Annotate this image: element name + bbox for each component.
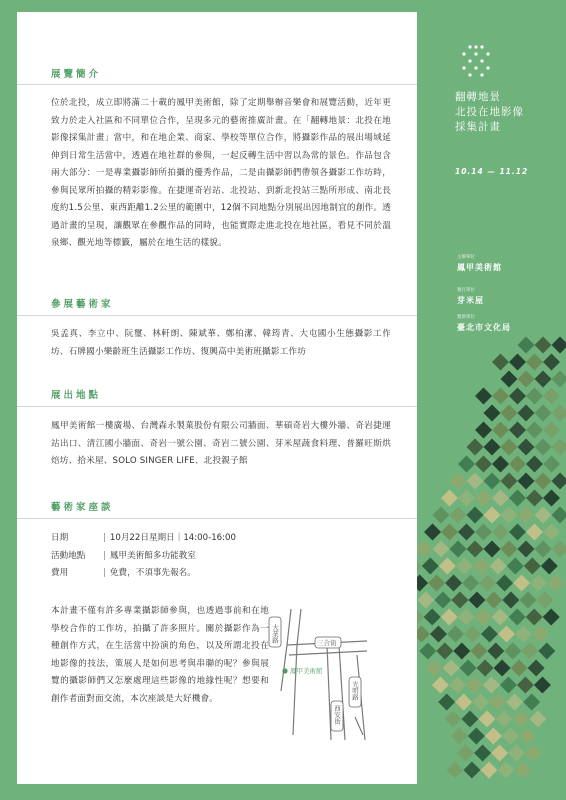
mosaic-tile [543, 354, 560, 371]
venues-title: 展出地點 [51, 390, 102, 401]
event-logo-icon [456, 43, 496, 83]
mosaic-tile [500, 677, 517, 694]
mosaic-tile [513, 711, 530, 728]
title-line: 採集計畫 [455, 121, 501, 133]
mosaic-tile [552, 371, 566, 388]
mosaic-tile [446, 762, 463, 779]
mosaic-tile [451, 728, 468, 745]
mosaic-tile [450, 473, 467, 490]
artists-title: 參展藝術家 [51, 299, 114, 310]
mosaic-tile [518, 371, 535, 388]
mosaic-tile [416, 541, 433, 558]
mosaic-tile [518, 337, 535, 354]
mosaic-tile [428, 575, 445, 592]
mosaic-tile [509, 354, 526, 371]
mosaic-tile [445, 575, 462, 592]
content-paper [17, 12, 417, 784]
organizer-label: 主辦單位 [457, 255, 475, 260]
mosaic-tile [467, 507, 484, 524]
map-street-label: 光明路 [351, 681, 359, 701]
mosaic-tile [467, 439, 484, 456]
mosaic-tile [441, 490, 458, 507]
mosaic-tile [497, 762, 514, 779]
mosaic-tile [458, 490, 475, 507]
mosaic-tile [501, 473, 518, 490]
mosaic-tile [433, 541, 450, 558]
mosaic-tile [535, 473, 552, 490]
mosaic-tile [518, 405, 535, 422]
divider [17, 518, 417, 519]
mosaic-tile [543, 388, 560, 405]
title-line: 北投在地影像 [455, 106, 524, 118]
mosaic-tile [475, 388, 492, 405]
mosaic-tile [535, 439, 552, 456]
mosaic-tile [475, 456, 492, 473]
mosaic-tile [466, 677, 483, 694]
mosaic-tile [518, 507, 535, 524]
mosaic-tile [484, 507, 501, 524]
mosaic-tile [496, 575, 513, 592]
mosaic-tile [477, 660, 494, 677]
mosaic-tile [483, 677, 500, 694]
mosaic-tile [485, 592, 502, 609]
mosaic-tile [439, 558, 456, 575]
mosaic-tile [509, 456, 526, 473]
mosaic-tile [462, 711, 479, 728]
mosaic-tile [489, 694, 506, 711]
mosaic-tile [521, 643, 538, 660]
mosaic-tile [458, 609, 475, 626]
mosaic-tile [492, 609, 509, 626]
mosaic-tile [519, 728, 536, 745]
mosaic-tile [443, 660, 460, 677]
mosaic-tile [417, 592, 434, 609]
mosaic-tile [532, 626, 549, 643]
mosaic-tile [485, 728, 502, 745]
talk-info [51, 530, 236, 583]
mosaic-tile [525, 745, 542, 762]
mosaic-tile [513, 575, 530, 592]
mosaic-tile [449, 677, 466, 694]
mosaic-tile [552, 405, 566, 422]
artists-body: 吳孟真、李立中、阮璽、林軒朗、陳斌華、鄭柏潔、韓筠青、大屯國小生態攝影工作坊、石牌國小樂齡班生活攝影工作坊、復興高中美術班攝影工作坊 [51, 329, 391, 357]
mosaic-tile [552, 541, 566, 558]
mosaic-tile [506, 694, 523, 711]
mosaic-tile [433, 507, 450, 524]
map-street-label: 西安街 [333, 705, 341, 725]
mosaic-tile [547, 575, 564, 592]
mosaic-tile [464, 626, 481, 643]
mosaic-tile [453, 643, 470, 660]
mosaic-tile [526, 422, 543, 439]
mosaic-tile [501, 439, 518, 456]
mosaic-tile [524, 558, 541, 575]
map-street-label: 大業路 [271, 624, 279, 644]
mosaic-tile [492, 422, 509, 439]
map-venue-label: 鳳甲美術館 [290, 667, 323, 675]
map-street-label: 三合街 [317, 639, 337, 647]
mosaic-tile [426, 660, 443, 677]
mosaic-tile [509, 422, 526, 439]
mosaic-tile [491, 745, 508, 762]
mosaic-tile [526, 456, 543, 473]
mosaic-tile [458, 524, 475, 541]
mosaic-tile [509, 524, 526, 541]
talk-row-place: 活動地點 | 鳳甲美術館多功能教室 [51, 548, 236, 566]
talk-label: 日期 [51, 533, 69, 543]
mosaic-tile [517, 677, 534, 694]
mosaic-tile [460, 660, 477, 677]
mosaic-tile [541, 558, 558, 575]
executor-logo: 芽米屋 [457, 296, 484, 305]
mosaic-tile [450, 507, 467, 524]
intro-body: 位於北投，成立即將滿二十載的鳳甲美術館，除了定期舉辦音樂會和展覽活動，近年更致力於走入社區和不同單位合作，呈現多元的藝術推廣計畫。在「翻轉地景：北投在地影像採集計畫」當中，和在地企業、商家、學校等單位合作，將攝影作品的展出場域延伸到日常生活當中，透過在地社群的參與，一起反轉生活中習以為常的景色。作品包含兩大部分：一是專業攝影師所拍攝的優秀作品，二是由攝影師們帶領各攝影工作坊時，參與民眾所拍攝的精彩影像。在捷運奇岩站、北投站、到新北投站三點所形成、南北長度約1.5公里、東西距離1.2公里的範圍中，12個不同地點分別展出因地制宜的創作。透過計畫的呈現，讓觀眾在參觀作品的同時，也能實際走進北投在地社區，看見不同於溫泉鄉、觀光地等標籤，屬於在地生活的樣貌。 [51, 98, 391, 248]
event-dates: 10.14 — 11.12 [455, 167, 529, 176]
mosaic-tile [467, 473, 484, 490]
event-title [455, 90, 524, 135]
mosaic-tile [502, 728, 519, 745]
location-map [267, 605, 377, 740]
mosaic-tile [468, 592, 485, 609]
mosaic-tile [463, 762, 480, 779]
mosaic-tile [509, 490, 526, 507]
mosaic-tile [445, 711, 462, 728]
mosaic-tile [492, 524, 509, 541]
mosaic-tile [450, 541, 467, 558]
talk-value: 鳳甲美術館多功能教室 [109, 550, 196, 561]
mosaic-tile [436, 643, 453, 660]
mosaic-tile [501, 405, 518, 422]
mosaic-tile [530, 575, 547, 592]
mosaic-tile [487, 643, 504, 660]
mosaic-tile [424, 524, 441, 541]
mosaic-tile [484, 541, 501, 558]
mosaic-tile [479, 575, 496, 592]
mosaic-tile [441, 609, 458, 626]
mosaic-tile [498, 626, 515, 643]
mosaic-tile [484, 439, 501, 456]
mosaic-tile [458, 456, 475, 473]
mosaic-tile [490, 558, 507, 575]
sponsor-label: 贊助單位 [457, 315, 475, 320]
mosaic-tile [492, 490, 509, 507]
mosaic-tile [501, 541, 518, 558]
mosaic-tile [457, 745, 474, 762]
executor-label: 執行單位 [457, 288, 475, 293]
mosaic-tile [475, 609, 492, 626]
mosaic-tile [507, 558, 524, 575]
mosaic-tile [543, 609, 560, 626]
mosaic-tile [543, 490, 560, 507]
mosaic-tile [526, 609, 543, 626]
mosaic-tile [496, 711, 513, 728]
talk-body: 本計畫不僅有許多專業攝影師參與，也透過事前和在地學校合作的工作坊，拍攝了許多照片。關於攝影作為一種創作方式，在生活當中扮演的角色，以及所謂北投在地影像的技法，策展人是如何思考與串聯的呢？參與展覽的攝影師們又怎麼處理這些影像的地緣性呢？想要和創作者面對面交流，本次座談是大好機會。 [51, 606, 269, 704]
mosaic-tile [494, 660, 511, 677]
mosaic-tile [535, 337, 552, 354]
mosaic-tile [504, 643, 521, 660]
talk-label: 活動地點 [51, 550, 86, 561]
mosaic-tile [518, 473, 535, 490]
mosaic-tile [475, 422, 492, 439]
mosaic-tile [509, 388, 526, 405]
sponsor-logo: 臺北市文化局 [457, 323, 511, 332]
talk-title: 藝術家座談 [51, 502, 114, 513]
mosaic-tile [475, 490, 492, 507]
mosaic-tile [528, 660, 545, 677]
mosaic-tile [479, 711, 496, 728]
mosaic-tile [519, 592, 536, 609]
mosaic-tile [467, 541, 484, 558]
mosaic-tile [434, 592, 451, 609]
mosaic-tile [481, 626, 498, 643]
mosaic-tile [468, 728, 485, 745]
mosaic-tile [501, 507, 518, 524]
mosaic-tile [432, 677, 449, 694]
mosaic-tile [543, 456, 560, 473]
mosaic-tile [502, 592, 519, 609]
mosaic-tile [422, 558, 439, 575]
mosaic-tile [535, 541, 552, 558]
mosaic-tile [492, 388, 509, 405]
divider [17, 406, 417, 407]
mosaic-tile [472, 694, 489, 711]
mosaic-tile [470, 643, 487, 660]
mosaic-tile [535, 507, 552, 524]
mosaic-tile [543, 422, 560, 439]
mosaic-tile [447, 626, 464, 643]
mosaic-tile [473, 558, 490, 575]
title-line: 翻轉地景 [455, 91, 501, 103]
mosaic-tile [419, 643, 436, 660]
mosaic-tile [492, 354, 509, 371]
mosaic-tile [526, 388, 543, 405]
mosaic-tile [501, 371, 518, 388]
intro-title: 展覽簡介 [51, 69, 102, 80]
talk-row-fee: 費用 | 免費，不須事先報名。 [51, 565, 236, 583]
mosaic-tile [455, 694, 472, 711]
mosaic-tile [552, 337, 566, 354]
divider [17, 315, 417, 316]
venue-marker-icon [282, 668, 287, 673]
mosaic-tile [538, 643, 555, 660]
mosaic-tile [543, 524, 560, 541]
mosaic-tile [462, 575, 479, 592]
mosaic-tile [526, 354, 543, 371]
mosaic-tile [552, 507, 566, 524]
mosaic-tile [535, 405, 552, 422]
mosaic-tile [451, 592, 468, 609]
mosaic-tile [552, 473, 566, 490]
mosaic-tile [480, 762, 497, 779]
divider [17, 84, 417, 85]
mosaic-tile [536, 592, 553, 609]
mosaic-tile [535, 371, 552, 388]
talk-value: 免費，不須事先報名。 [109, 568, 196, 578]
mosaic-tile [484, 473, 501, 490]
mosaic-tile [441, 524, 458, 541]
mosaic-tile [484, 405, 501, 422]
mosaic-tile [534, 677, 551, 694]
mosaic-tile [509, 609, 526, 626]
mosaic-tile [438, 694, 455, 711]
mosaic-tile [492, 456, 509, 473]
organizer-logo: 鳳甲美術館 [457, 263, 502, 272]
mosaic-tile [526, 524, 543, 541]
mosaic-tile [475, 524, 492, 541]
mosaic-tile [526, 490, 543, 507]
mosaic-tile [530, 711, 547, 728]
mosaic-tile [514, 762, 531, 779]
venues-body: 鳳甲美術館一樓廣場、台灣森永製菓股份有限公司牆面、華碩奇岩大樓外牆、奇岩捷運站出口、清江國小牆面、奇岩一號公園、奇岩二號公園、芽米屋蔬食料理、普羅旺斯烘焙坊、拾米屋、SOLO SINGER LIFE、北投親子館 [51, 421, 391, 466]
mosaic-tile [430, 626, 447, 643]
mosaic-tile [511, 660, 528, 677]
mosaic-tile [508, 745, 525, 762]
talk-label: 費用 [51, 568, 69, 578]
mosaic-tile [518, 439, 535, 456]
talk-row-date: 日期 | 10月22日星期日｜14:00-16:00 [51, 530, 236, 548]
mosaic-tile [456, 558, 473, 575]
talk-value: 10月22日星期日｜14:00-16:00 [109, 533, 236, 543]
mosaic-tile [515, 626, 532, 643]
mosaic-tile [474, 745, 491, 762]
mosaic-tile [552, 439, 566, 456]
mosaic-tile [523, 694, 540, 711]
mosaic-tile [424, 609, 441, 626]
mosaic-tile [518, 541, 535, 558]
